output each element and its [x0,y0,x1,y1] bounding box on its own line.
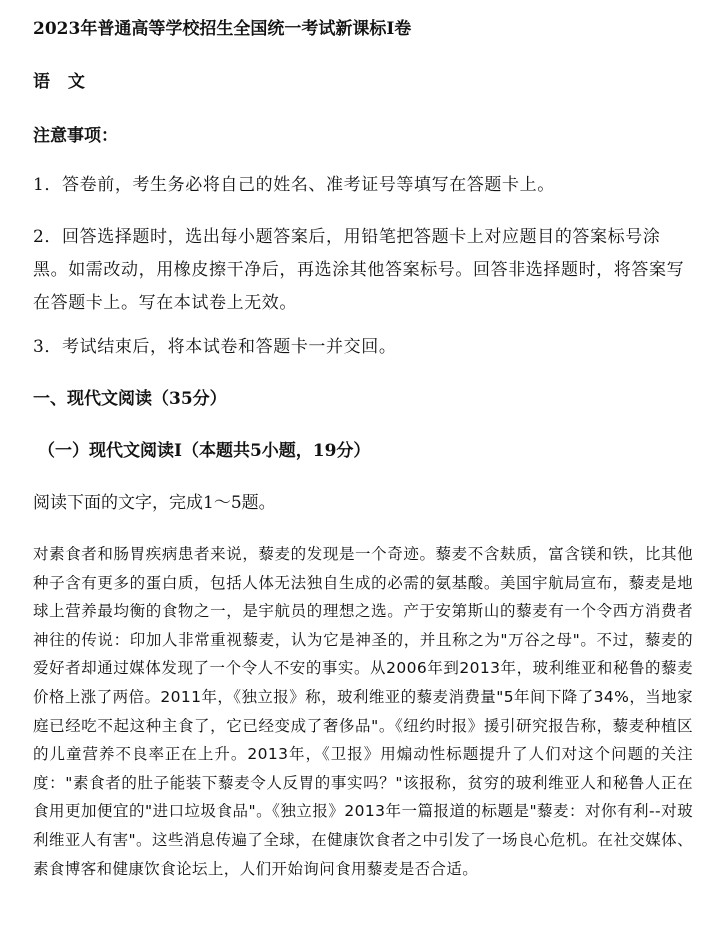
passage-paragraph: 对素食者和肠胃疾病患者来说，藜麦的发现是一个奇迹。藜麦不含麸质，富含镁和铁，比其他种子含有更多的蛋白质，包括人体无法独自生成的必需的氨基酸。美国宇航局宣布，藜麦是地球上营养最均衡的食物之一，是宇航员的理想之选。产于安第斯山的藜麦有一个令西方消费者神往的传说：印加人非常重视藜麦，认为它是神圣的，并且称之为"万谷之母"。不过，藜麦的爱好者却通过媒体发现了一个令人不安的事实。从2006年到2013年，玻利维亚和秘鲁的藜麦价格上涨了两倍。2011年，《独立报》称，玻利维亚的藜麦消费量"5年间下降了34%，当地家庭已经吃不起这种主食了，它已经变成了奢侈品"。《纽约时报》援引研究报告称，藜麦种植区的儿童营养不良率正在上升。2013年，《卫报》用煽动性标题提升了人们对这个问题的关注度："素食者的肚子能装下藜麦令人反胃的事实吗？"该报称，贫穷的玻利维亚人和秘鲁人正在食用更加便宜的"进口垃圾食品"。《独立报》2013年一篇报道的标题是"藜麦：对你有利--对玻利维亚人有害"。这些消息传遍了全球，在健康饮食者之中引发了一场良心危机。在社交媒体、素食博客和健康饮食论坛上，人们开始询问食用藜麦是否合适。 [33,545,693,878]
reading-instruction: 阅读下面的文字，完成1～5题。 [33,493,276,513]
notice-item-1: 1．答卷前，考生务必将自己的姓名、准考证号等填写在答题卡上。 [33,175,555,195]
section-heading: 一、现代文阅读（35分） [33,389,227,409]
notice-item-3: 3．考试结束后，将本试卷和答题卡一并交回。 [33,337,397,357]
notice-heading: 注意事项： [33,126,118,146]
subsection-heading: （一）现代文阅读I（本题共5小题，19分） [38,441,371,461]
exam-title: 2023年普通高等学校招生全国统一考试新课标I卷 [33,19,412,39]
subject-heading: 语 文 [33,72,91,92]
reading-passage [33,540,693,883]
notice-item-2: 2．回答选择题时，选出每小题答案后，用铅笔把答题卡上对应题目的答案标号涂黑。如需改动，用橡皮擦干净后，再选涂其他答案标号。回答非选择题时，将答案写在答题卡上。写在本试卷上无效。 [33,227,685,313]
